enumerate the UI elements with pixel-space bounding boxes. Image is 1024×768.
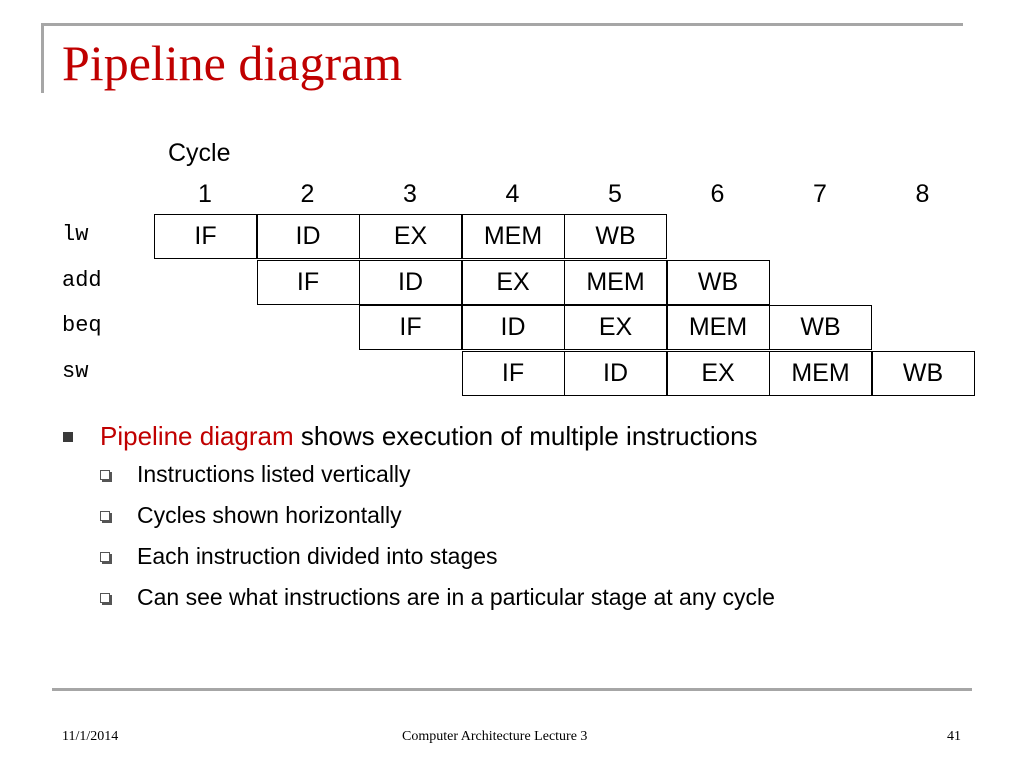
square-bullet-icon (63, 432, 73, 442)
hollow-square-bullet-icon (100, 593, 110, 603)
stage-cell: ID (257, 214, 360, 259)
stage-cell: EX (564, 305, 667, 350)
stage-cell: MEM (769, 351, 872, 396)
main-bullet-text: shows execution of multiple instructions (293, 421, 758, 451)
sub-bullet-text: Can see what instructions are in a particular stage at any cycle (137, 584, 775, 610)
stage-cell: IF (462, 351, 565, 396)
stage-cell: IF (154, 214, 257, 259)
stage-cell: ID (359, 260, 462, 305)
footer-date: 11/1/2014 (62, 729, 119, 744)
bullet-list (62, 418, 982, 618)
instruction-label: beq (62, 313, 102, 338)
main-bullet-highlight: Pipeline diagram (100, 421, 294, 451)
hollow-square-bullet-icon (100, 470, 110, 480)
main-bullet (62, 418, 982, 454)
sub-bullet-text: Instructions listed vertically (137, 461, 411, 487)
stage-cell: EX (359, 214, 462, 259)
stage-cell: EX (667, 351, 770, 396)
cycle-number: 1 (198, 180, 212, 208)
slide-title: Pipeline diagram (62, 35, 403, 91)
sub-bullet-text: Each instruction divided into stages (137, 543, 498, 569)
cycle-number: 3 (403, 180, 417, 208)
slide-frame-left-rule (41, 23, 44, 93)
stage-cell: WB (769, 305, 872, 350)
sub-bullet (62, 495, 982, 536)
footer-rule (52, 688, 972, 691)
cycle-axis-label: Cycle (168, 139, 231, 167)
instruction-label: add (62, 267, 102, 293)
stage-cell: ID (564, 351, 667, 396)
hollow-square-bullet-icon (100, 511, 110, 521)
stage-cell: IF (359, 305, 462, 350)
stage-cell: WB (667, 260, 770, 305)
stage-cell: MEM (564, 260, 667, 305)
footer-course: Computer Architecture Lecture 3 (402, 729, 588, 744)
sub-bullet-text: Cycles shown horizontally (137, 502, 402, 528)
slide-frame-top-rule (41, 23, 963, 26)
footer-page-number: 41 (947, 729, 961, 744)
cycle-number: 2 (300, 180, 315, 208)
stage-cell: MEM (462, 214, 565, 259)
stage-cell: IF (257, 260, 360, 305)
stage-cell: WB (872, 351, 975, 396)
stage-cell: MEM (667, 305, 770, 350)
stage-cell: EX (462, 260, 565, 305)
instruction-label: sw (62, 358, 89, 384)
cycle-number: 8 (915, 180, 930, 208)
instruction-label: lw (62, 222, 89, 247)
stage-cell: ID (462, 305, 565, 350)
cycle-number: 7 (813, 180, 827, 208)
sub-bullet (62, 536, 982, 577)
stage-cell: WB (564, 214, 667, 259)
cycle-number: 5 (608, 180, 622, 208)
sub-bullet (62, 454, 982, 495)
sub-bullet (62, 577, 982, 618)
cycle-number: 4 (505, 180, 520, 208)
hollow-square-bullet-icon (100, 552, 110, 562)
cycle-number: 6 (710, 180, 725, 208)
